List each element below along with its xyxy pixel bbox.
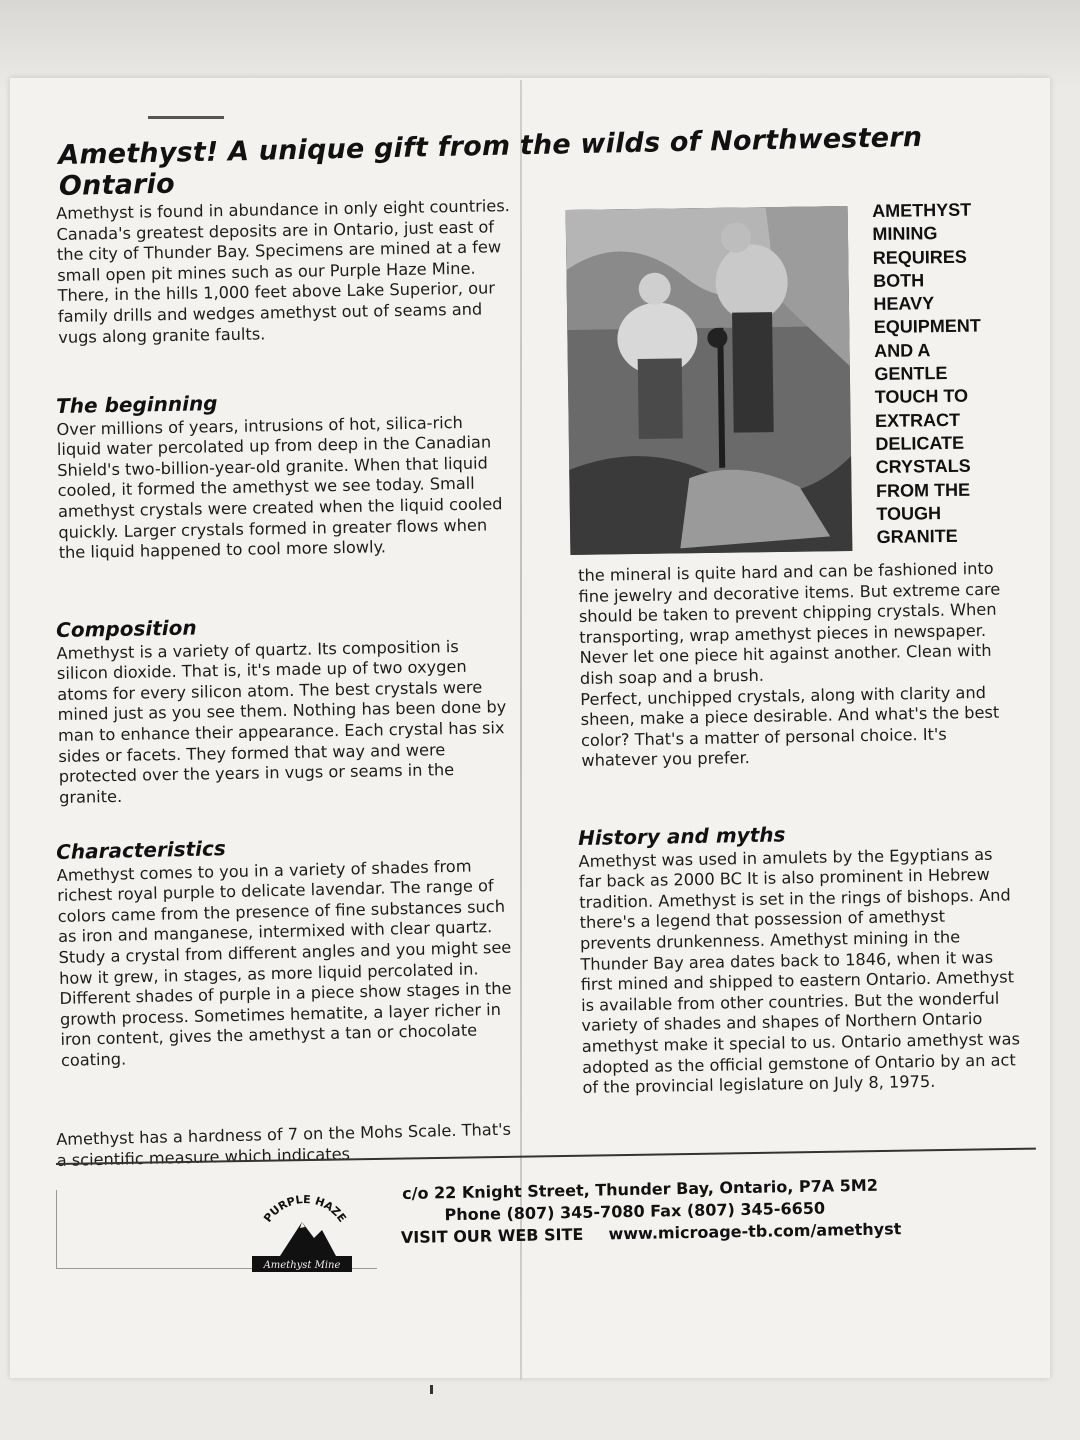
footer-address: c/o 22 Knight Street, Thunder Bay, Ontario, P7A 5M2 bbox=[402, 1175, 879, 1203]
svg-text:PURPLE HAZE bbox=[261, 1193, 349, 1225]
intro-text: Amethyst is found in abundance in only eight countries. Canada's greatest deposits are in Ontario, just east of the city of Thunder Bay. Specimens are mined at a few small open pit mines such as our Purple Haze Mine. There, in the hills 1,000 feet above Lake Superior, our family drills and wedges amethyst out of seams and vugs along granite faults. bbox=[56, 196, 511, 347]
care-block bbox=[578, 558, 1022, 772]
color-text: Perfect, unchipped crystals, along with clarity and sheen, make a piece desirable. And what's the best color? That's a matter of personal choice. It's whatever you prefer. bbox=[580, 682, 1000, 771]
characteristics-section bbox=[56, 832, 516, 1072]
characteristics-heading: Characteristics bbox=[55, 836, 227, 864]
mining-photo bbox=[566, 206, 853, 555]
mountain-logo-icon bbox=[250, 1178, 360, 1278]
miners-illustration bbox=[566, 206, 853, 555]
background-shadow bbox=[0, 0, 1080, 90]
dust-speck bbox=[430, 1385, 433, 1394]
intro-block bbox=[56, 196, 513, 348]
composition-section bbox=[56, 612, 514, 808]
footer-web-url[interactable]: www.microage-tb.com/amethyst bbox=[608, 1219, 902, 1244]
photo-caption: AMETHYST MINING REQUIRES BOTH HEAVY EQUIPMENT AND A GENTLE TOUCH TO EXTRACT DELICATE CRYSTALS FROM THE TOUGH GRANITE bbox=[872, 199, 981, 548]
composition-heading: Composition bbox=[55, 615, 197, 642]
history-section bbox=[578, 820, 1023, 1098]
beginning-text: Over millions of years, intrusions of hot, silica-rich liquid water percolated up from deep in the Canadian Shield's two-billion-year-old granite. When that liquid cooled, it formed the amethyst we see today. Small amethyst crystals were created when the liquid cooled quickly. Larger crystals formed in greater flows when the liquid happened to cool more slowly. bbox=[56, 412, 503, 563]
footer-phone: Phone (807) 345-7080 Fax (807) 345-6650 bbox=[444, 1198, 826, 1225]
care-text: the mineral is quite hard and can be fashioned into fine jewelry and decorative items. But extreme care should be taken to prevent chipping crystals. When transporting, wrap amethyst pieces in newspaper. Never let one piece hit against another. Clean with dish soap and a brush. bbox=[578, 558, 1001, 688]
purple-haze-logo bbox=[250, 1178, 360, 1278]
footer-web-label: VISIT OUR WEB SITE bbox=[400, 1224, 584, 1247]
characteristics-text: Amethyst comes to you in a variety of shades from richest royal purple to delicate lavendar. The range of colors came from the presence of fine substances such as iron and manganese, intermixed with clear quartz. Study a crystal from different angles and you might see how it grew, in stages, as more liquid percolated in. Different shades of purple in a piece show stages in the growth process. Sometimes hematite, a layer richer in iron content, gives the amethyst a tan or chocolate coating. bbox=[56, 856, 512, 1070]
beginning-heading: The beginning bbox=[55, 391, 218, 418]
page-title: Amethyst! A unique gift from the wilds of Northwestern Ontario bbox=[58, 121, 923, 202]
composition-text: Amethyst is a variety of quartz. Its composition is silicon dioxide. That is, it's made up of two oxygen atoms for every silicon atom. The best crystals were mined just as you see them. Nothing has been done by man to enhance their appearance. Each crystal has six sides or facets. They formed that way and were protected over the years in vugs or seams in the granite. bbox=[56, 636, 507, 807]
history-text: Amethyst was used in amulets by the Egyptians as far back as 2000 BC It is also prominent in Hebrew tradition. Amethyst is set in the rings of bishops. And there's a legend that possession of amethyst prevents drunkenness. Amethyst mining in the Thunder Bay area dates back to 1846, when it was first mined and shipped to eastern Ontario. Amethyst is available from other countries. But the wonderful variety of shades and shapes of Northern Ontario amethyst make it special to us. Ontario amethyst was adopted as the official gemstone of Ontario by an act of the provincial legislature on July 8, 1975. bbox=[578, 844, 1021, 1098]
logo-arc-text: PURPLE HAZE bbox=[261, 1193, 349, 1225]
hardness-text: Amethyst has a hardness of 7 on the Mohs Scale. That's a scientific measure which indicates bbox=[56, 1119, 512, 1170]
history-heading: History and myths bbox=[577, 822, 786, 850]
contact-block bbox=[400, 1173, 961, 1249]
beginning-section bbox=[56, 388, 514, 564]
smudge-mark bbox=[148, 116, 224, 125]
logo-banner-text: Amethyst Mine bbox=[263, 1260, 341, 1271]
